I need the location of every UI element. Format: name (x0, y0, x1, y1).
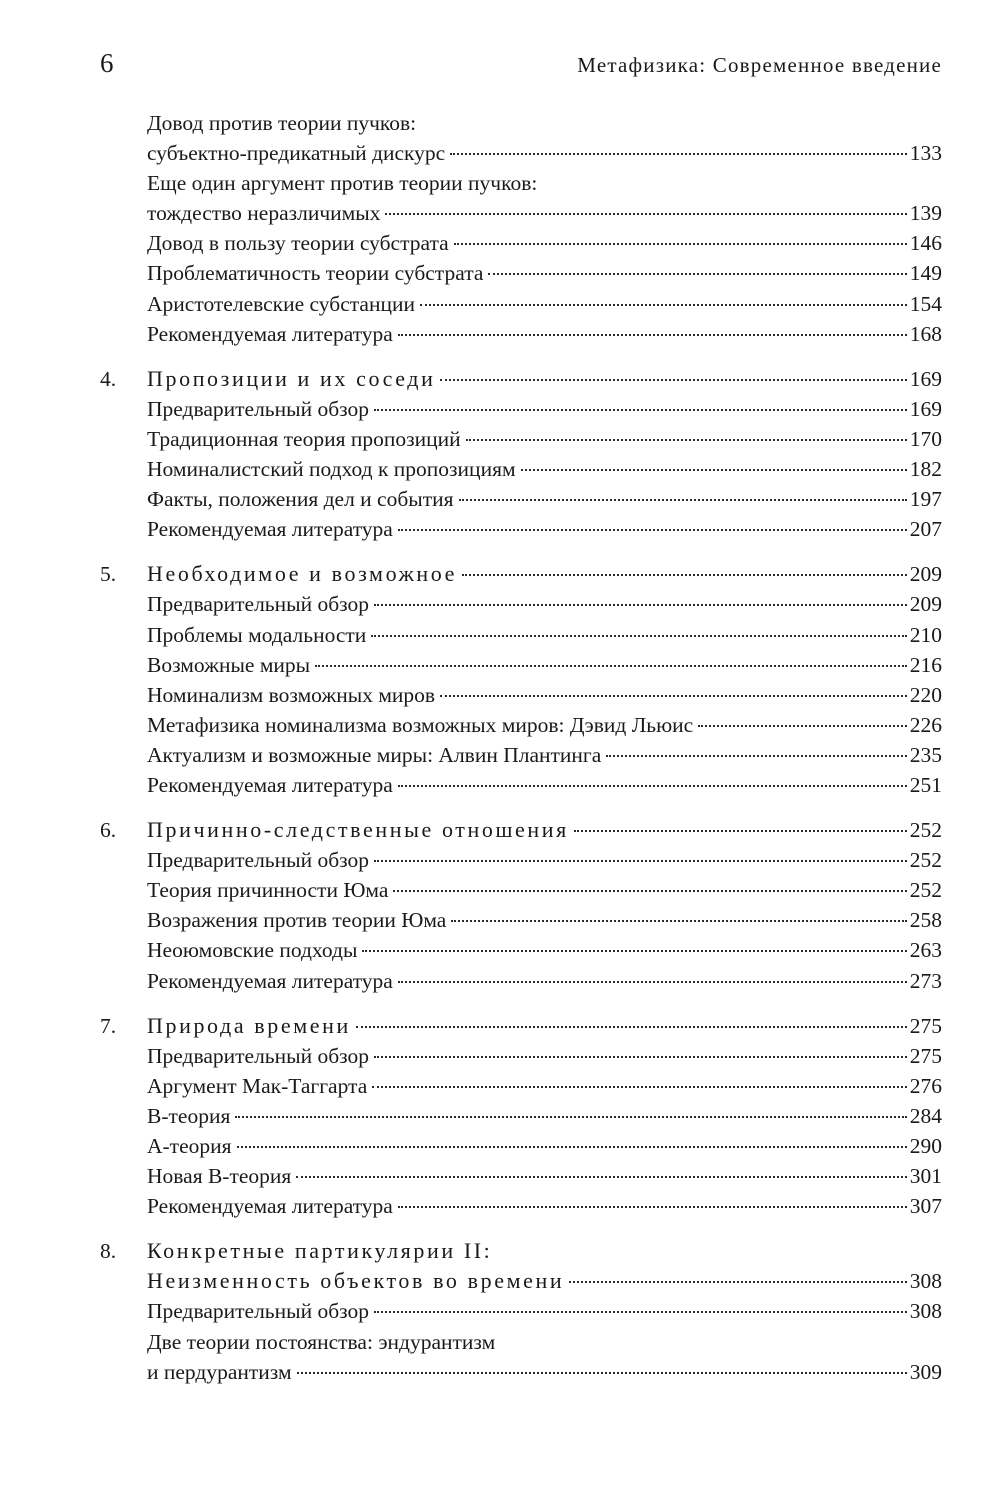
toc-entry-title: Рекомендуемая литература (147, 772, 393, 797)
chapter-heading-line (100, 559, 942, 589)
toc-page-number: 252 (909, 878, 942, 903)
chapter-page-number: 209 (909, 562, 942, 587)
toc-entry (100, 935, 942, 965)
toc-entry-title: Рекомендуемая литература (147, 1194, 393, 1219)
toc-entry-line (100, 935, 942, 965)
toc-entry-title: А-теория (147, 1134, 232, 1158)
toc-page-number: 209 (909, 592, 942, 617)
toc-entry-title: Проблемы модальности (147, 622, 367, 647)
toc-entry-line (100, 650, 942, 680)
toc-entry-title: Возражения против теории Юма (147, 908, 447, 933)
toc-page-number: 146 (909, 231, 942, 256)
dot-leader (398, 981, 907, 983)
table-of-contents (100, 108, 942, 1387)
toc-page-number: 154 (909, 291, 942, 316)
toc-entry (100, 484, 942, 514)
toc-entry-line (100, 1041, 942, 1071)
toc-page-number: 170 (909, 426, 942, 451)
chapter-heading-line (100, 1011, 942, 1041)
dot-leader (521, 469, 907, 471)
toc-entry-line (100, 1357, 942, 1387)
toc-entry (100, 1296, 942, 1326)
chapter-title: Причинно-следственные отношения (147, 817, 569, 843)
toc-entry-title: Неоюмовские подходы (147, 938, 358, 963)
toc-page-number: 263 (909, 938, 942, 963)
toc-chapter (100, 364, 942, 545)
toc-entry-line (100, 454, 942, 484)
chapter-title: Пропозиции и их соседи (147, 365, 436, 391)
dot-leader (237, 1146, 907, 1148)
dot-leader (451, 920, 906, 922)
toc-entry-line (100, 1327, 942, 1357)
toc-entry (100, 680, 942, 710)
chapter-title: Неизменность объектов во времени (147, 1268, 565, 1294)
toc-entry-line (100, 770, 942, 800)
toc-page-number: 309 (909, 1359, 942, 1384)
toc-entry (100, 108, 942, 168)
toc-entry (100, 1327, 942, 1387)
toc-entry-line (100, 966, 942, 996)
toc-entry-line (100, 424, 942, 454)
dot-leader (569, 1281, 907, 1283)
chapter-heading-line (100, 1236, 942, 1266)
toc-entry (100, 740, 942, 770)
toc-entry-title: Рекомендуемая литература (147, 321, 393, 346)
chapter-title: Природа времени (147, 1012, 351, 1038)
toc-entry-title: Номинализм возможных миров (147, 682, 436, 707)
toc-entry (100, 289, 942, 319)
toc-entry-line (100, 1191, 942, 1221)
toc-entry-line (100, 108, 942, 138)
chapter-title: Необходимое и возможное (147, 561, 458, 587)
toc-page-number: 258 (909, 908, 942, 933)
dot-leader (235, 1116, 906, 1118)
dot-leader (398, 1206, 907, 1208)
toc-entry-title: Традиционная теория пропозиций (147, 426, 461, 451)
page-number: 6 (100, 48, 114, 78)
dot-leader (393, 890, 906, 892)
toc-page-number: 226 (909, 712, 942, 737)
dot-leader (488, 273, 906, 275)
dot-leader (296, 1176, 906, 1178)
toc-entry-line (100, 514, 942, 544)
dot-leader (398, 529, 907, 531)
toc-entry (100, 168, 942, 228)
toc-entry-line (100, 1131, 942, 1161)
toc-entry (100, 875, 942, 905)
dot-leader (372, 1086, 907, 1088)
dot-leader (374, 1311, 907, 1313)
toc-entry-line (100, 710, 942, 740)
toc-entry-title: Рекомендуемая литература (147, 517, 393, 542)
toc-entry-title: Возможные миры (147, 652, 311, 677)
toc-entry (100, 845, 942, 875)
toc-page-number: 301 (909, 1164, 942, 1189)
toc-chapter (100, 1011, 942, 1222)
toc-entry (100, 1101, 942, 1131)
toc-entry (100, 454, 942, 484)
toc-entry-line (100, 1161, 942, 1191)
toc-page-number: 273 (909, 968, 942, 993)
dot-leader (385, 213, 906, 215)
toc-entry-title: Проблематичность теории субстрата (147, 261, 484, 286)
toc-entry-title: Метафизика номинализма возможных миров: Дэвид Льюис (147, 712, 694, 737)
toc-entry (100, 1131, 942, 1161)
dot-leader (398, 334, 907, 336)
toc-page-number: 235 (909, 742, 942, 767)
toc-entry (100, 424, 942, 454)
dot-leader (698, 725, 907, 727)
toc-entry (100, 394, 942, 424)
toc-chapter (100, 815, 942, 996)
toc-entry-title: Предварительный обзор (147, 396, 370, 421)
toc-entry-line (100, 319, 942, 349)
toc-entry (100, 1191, 942, 1221)
dot-leader (462, 574, 907, 576)
toc-entry-title: Теория причинности Юма (147, 878, 389, 903)
toc-entry-line (100, 198, 942, 228)
toc-entry-line (100, 620, 942, 650)
dot-leader (459, 499, 907, 501)
toc-page-number: 169 (909, 396, 942, 421)
toc-entry-line (100, 845, 942, 875)
chapter-number: 6. (100, 818, 117, 843)
dot-leader (371, 635, 906, 637)
toc-page-number: 276 (909, 1073, 942, 1098)
toc-entry-line (100, 138, 942, 168)
toc-page-number: 133 (909, 141, 942, 166)
toc-page-number: 210 (909, 622, 942, 647)
toc-entry (100, 589, 942, 619)
dot-leader (574, 830, 907, 832)
toc-entry (100, 1041, 942, 1071)
chapter-page-number: 169 (909, 366, 942, 391)
toc-entry (100, 1161, 942, 1191)
toc-entry (100, 1071, 942, 1101)
toc-page-number: 251 (909, 772, 942, 797)
toc-page-number: 307 (909, 1194, 942, 1219)
toc-entry-title: Факты, положения дел и события (147, 487, 454, 512)
toc-entry-line (100, 484, 942, 514)
dot-leader (374, 604, 907, 606)
toc-entry-title: Номиналистский подход к пропозициям (147, 457, 516, 482)
toc-entry-line (100, 258, 942, 288)
toc-page-number: 252 (909, 848, 942, 873)
toc-entry-title: Предварительный обзор (147, 848, 370, 873)
toc-entry-title: тождество неразличимых (147, 201, 381, 226)
dot-leader (374, 1056, 907, 1058)
toc-entry-title: В-теория (147, 1103, 231, 1128)
dot-leader (454, 243, 907, 245)
toc-entry-title: Две теории постоянства: эндурантизм (147, 1329, 496, 1354)
dot-leader (374, 409, 907, 411)
toc-entry-title: Актуализм и возможные миры: Алвин Плантинга (147, 742, 602, 767)
toc-page-number: 216 (909, 652, 942, 677)
toc-page-number: 308 (909, 1299, 942, 1324)
toc-entry (100, 620, 942, 650)
dot-leader (440, 379, 906, 381)
chapter-page-number: 308 (909, 1269, 942, 1294)
toc-entry-title: Новая В-теория (147, 1164, 292, 1189)
dot-leader (450, 153, 907, 155)
toc-entry-title: субъектно-предикатный дискурс (147, 141, 446, 166)
toc-entry (100, 905, 942, 935)
toc-entry-line (100, 168, 942, 198)
toc-entry (100, 258, 942, 288)
toc-entry-title: Предварительный обзор (147, 1043, 370, 1068)
chapter-heading-line (100, 815, 942, 845)
toc-entry (100, 770, 942, 800)
chapter-number: 7. (100, 1013, 117, 1038)
toc-entry-title: Довод в пользу теории субстрата (147, 231, 449, 256)
toc-entry-line (100, 875, 942, 905)
toc-entry-line (100, 394, 942, 424)
dot-leader (466, 439, 907, 441)
toc-entry (100, 514, 942, 544)
toc-page-number: 275 (909, 1043, 942, 1068)
toc-entry-line (100, 905, 942, 935)
toc-page-number: 168 (909, 321, 942, 346)
dot-leader (362, 950, 906, 952)
dot-leader (356, 1026, 907, 1028)
dot-leader (398, 785, 907, 787)
toc-entry-line (100, 740, 942, 770)
toc-chapter (100, 559, 942, 800)
toc-chapter (100, 1236, 942, 1386)
dot-leader (315, 665, 907, 667)
toc-entry-line (100, 289, 942, 319)
toc-entry-line (100, 680, 942, 710)
chapter-heading-line (100, 364, 942, 394)
toc-entry (100, 710, 942, 740)
toc-page-number: 220 (909, 682, 942, 707)
toc-entry (100, 319, 942, 349)
toc-entry-title: Довод против теории пучков: (147, 111, 417, 135)
dot-leader (440, 695, 907, 697)
chapter-heading-line (100, 1266, 942, 1296)
toc-page-number: 207 (909, 517, 942, 542)
toc-entry-title: Предварительный обзор (147, 1299, 370, 1324)
dot-leader (297, 1372, 907, 1374)
toc-entry-title: Еще один аргумент против теории пучков: (147, 171, 538, 196)
toc-entry-title: Рекомендуемая литература (147, 968, 393, 993)
toc-entry-title: Предварительный обзор (147, 592, 370, 617)
dot-leader (374, 860, 907, 862)
toc-page-number: 139 (909, 201, 942, 226)
toc-page-number: 284 (909, 1103, 942, 1128)
dot-leader (606, 755, 906, 757)
dot-leader (420, 304, 907, 306)
toc-entry-line (100, 1296, 942, 1326)
chapter-number: 4. (100, 366, 117, 391)
toc-entry-title: Аристотелевские субстанции (147, 291, 415, 316)
toc-entry-line (100, 589, 942, 619)
toc-entry (100, 966, 942, 996)
toc-entry-title: Аргумент Мак-Таггарта (147, 1073, 368, 1098)
toc-page-number: 182 (909, 457, 942, 482)
chapter-number: 5. (100, 562, 117, 587)
running-head: Метафизика: Современное введение (577, 53, 942, 77)
toc-page-number: 197 (909, 487, 942, 512)
chapter-title: Конкретные партикулярии II: (147, 1238, 493, 1264)
toc-entry-line (100, 228, 942, 258)
chapter-page-number: 275 (909, 1013, 942, 1038)
toc-entry-line (100, 1101, 942, 1131)
toc-entry (100, 228, 942, 258)
toc-page-number: 290 (909, 1134, 942, 1158)
chapter-number: 8. (100, 1239, 117, 1264)
toc-entry (100, 650, 942, 680)
chapter-page-number: 252 (909, 818, 942, 843)
toc-page-number: 149 (909, 261, 942, 286)
toc-entry-title: и пердурантизм (147, 1359, 292, 1384)
toc-entry-line (100, 1071, 942, 1101)
